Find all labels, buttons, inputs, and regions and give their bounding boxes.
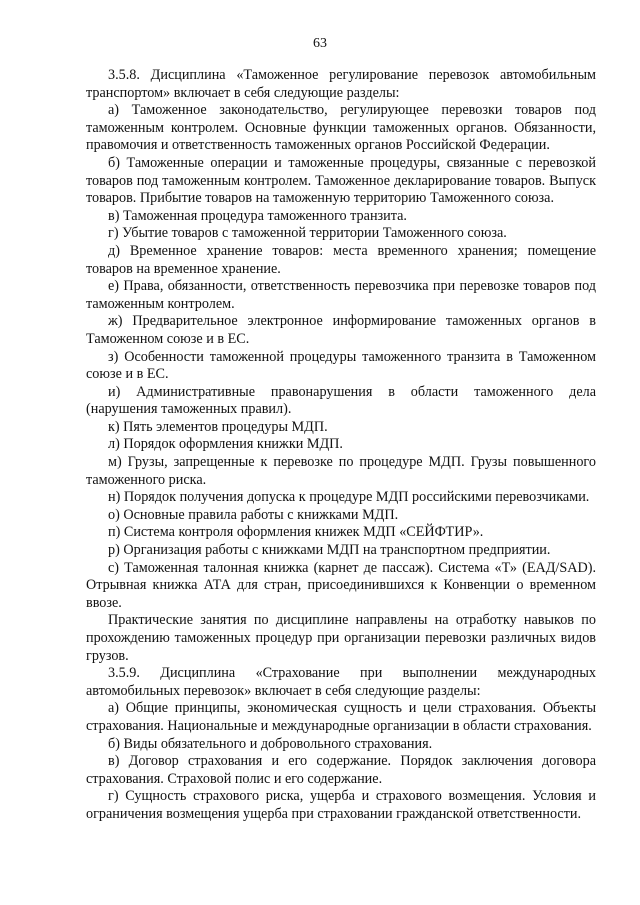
paragraph-insurance-a: а) Общие принципы, экономическая сущность и цели страхования. Объекты страхования. Национальные и международные организации в области страхования. — [86, 700, 596, 734]
paragraph-item-g: г) Убытие товаров с таможенной территории Таможенного союза. — [108, 225, 507, 242]
paragraph-item-z: з) Особенности таможенной процедуры таможенного транзита в Таможенном союзе и в ЕС. — [86, 348, 596, 383]
paragraph-insurance-b: б) Виды обязательного и добровольного страхования. — [108, 735, 433, 752]
page-number: 63 — [313, 36, 327, 51]
paragraph-insurance-v: в) Договор страхования и его содержание. Порядок заключения договора страхования. Страховой полис и его содержание. — [86, 753, 596, 787]
paragraph-item-m: м) Грузы, запрещенные к перевозке по процедуре МДП. Грузы повышенного таможенного риска. — [86, 454, 596, 488]
paragraph-insurance-g: г) Сущность страхового риска, ущерба и страхового возмещения. Условия и ограничения возмещения ущерба при страховании гражданской ответственности. — [86, 788, 596, 822]
paragraph-3-5-9-heading: 3.5.9. Дисциплина «Страхование при выполнении международных автомобильных перевозок» включает в себя следующие разделы: — [86, 665, 596, 699]
paragraph-item-o: о) Основные правила работы с книжками МДП. — [108, 506, 399, 523]
paragraph-item-r: р) Организация работы с книжками МДП на транспортном предприятии. — [108, 542, 551, 559]
paragraph-item-l: л) Порядок оформления книжки МДП. — [108, 436, 343, 453]
paragraph-item-k: к) Пять элементов процедуры МДП. — [108, 418, 328, 435]
paragraph-item-b: б) Таможенные операции и таможенные процедуры, связанные с перевозкой товаров под таможенным контролем. Таможенное декларирование товаров. Выпуск товаров. Прибытие товаров на таможенную территорию Таможенного союза. — [86, 154, 596, 207]
paragraph-item-i: и) Административные правонарушения в области таможенного дела (нарушения таможенных правил). — [86, 383, 596, 418]
paragraph-item-zh: ж) Предварительное электронное информирование таможенных органов в Таможенном союзе и в ЕС. — [86, 313, 596, 347]
paragraph-item-a: а) Таможенное законодательство, регулирующее перевозки товаров под таможенным контролем. Основные функции таможенных органов. Обязанности, правомочия и ответственность таможенных органов Российской Федерации. — [86, 102, 596, 154]
paragraph-item-p: п) Система контроля оформления книжек МДП «СЕЙФТИР». — [108, 524, 484, 541]
paragraph-item-d: д) Временное хранение товаров: места временного хранения; помещение товаров на временное хранение. — [86, 242, 596, 277]
paragraph-3-5-8-heading: 3.5.8. Дисциплина «Таможенное регулирование перевозок автомобильным транспортом» включает в себя следующие разделы: — [86, 67, 596, 101]
paragraph-item-s: с) Таможенная талонная книжка (карнет де пассаж). Система «Т» (ЕАД/SAD). Отрывная книжка АТА для стран, присоединившихся к Конвенции о временном ввозе. — [86, 559, 596, 611]
paragraph-practical: Практические занятия по дисциплине направлены на отработку навыков по прохождению таможенных процедур при организации перевозки различных видов грузов. — [86, 612, 596, 664]
paragraph-item-v: в) Таможенная процедура таможенного транзита. — [108, 207, 407, 224]
document-body — [86, 67, 596, 824]
paragraph-item-e: е) Права, обязанности, ответственность перевозчика при перевозке товаров под таможенным контролем. — [86, 278, 596, 312]
paragraph-item-n: н) Порядок получения допуска к процедуре МДП российскими перевозчиками. — [108, 489, 590, 506]
